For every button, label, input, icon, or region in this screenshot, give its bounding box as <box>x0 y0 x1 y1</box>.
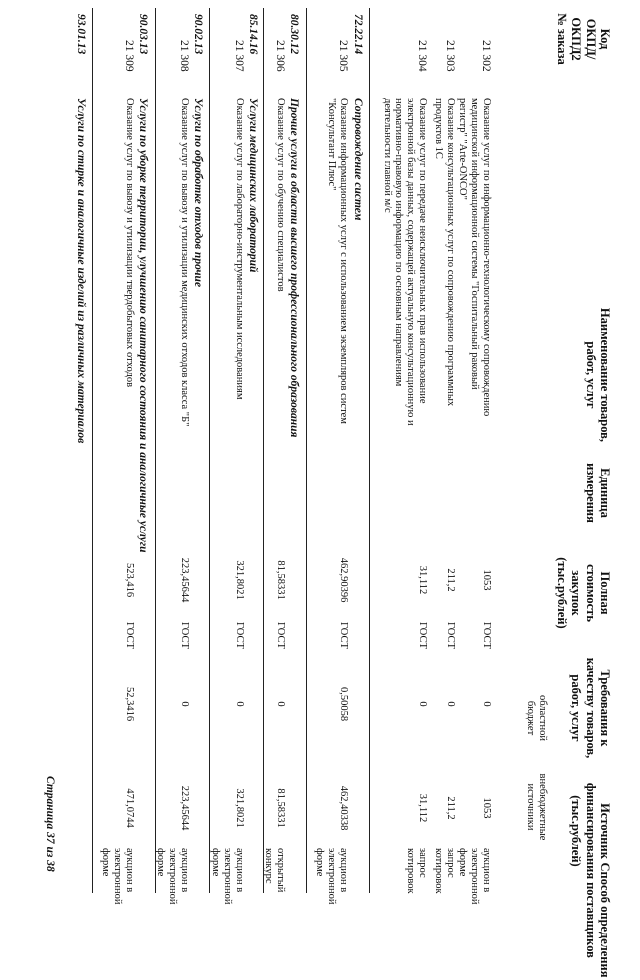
row-funding-regional: 0 <box>275 701 286 707</box>
row-method: аукцион в электронной форме <box>100 848 135 905</box>
row-requirements: ГОСТ <box>445 622 456 649</box>
row-funding-extra: 1053 <box>481 797 492 819</box>
row-funding-extra: 81,58331 <box>275 788 286 828</box>
header-requirements: Требования к качеству товаров, работ, услуг <box>569 657 612 759</box>
group-title: Услуги по стирке и аналогичные изделий из различных материалов <box>75 98 87 444</box>
row-code: 21 306 <box>274 40 286 72</box>
row-method: запрос котировок <box>405 848 428 894</box>
row-funding-regional: 0 <box>481 701 492 707</box>
row-requirements: ГОСТ <box>275 622 286 649</box>
header-name: Наименование товаров, работ, услуг <box>583 307 612 443</box>
group-title: Услуги по уборке территории, улучшению санитарного состояния и аналогичные услуги <box>137 98 149 553</box>
row-total: 321,8021 <box>234 560 245 600</box>
row-method: аукцион в электронной форме <box>155 848 190 905</box>
group-divider <box>306 8 307 893</box>
row-code: 21 307 <box>233 40 245 72</box>
page-number: Страница 37 из 38 <box>44 776 56 872</box>
row-name: Оказание услуг по вывозу и утилизации твердобытовых отходов <box>124 98 135 388</box>
group-title: Прочие услуги в области высшего профессионального образования <box>288 98 300 438</box>
header-funding-extra: внебюджетные источники <box>525 773 548 841</box>
row-total: 211,2 <box>445 568 456 592</box>
group-divider <box>369 8 370 893</box>
header-unit: Единица измерения <box>583 463 612 523</box>
row-total: 31,112 <box>417 565 428 595</box>
row-funding-regional: 0 <box>445 701 456 707</box>
row-funding-regional: 0 <box>417 701 428 707</box>
group-code: 90.02.13 <box>192 14 204 55</box>
row-method: аукцион в электронной форме <box>314 848 349 905</box>
row-name: Оказание услуг по лабораторно-инструментальным исследованиям <box>234 98 245 400</box>
row-total: 462,90396 <box>338 557 349 603</box>
group-code: 85.14.16 <box>247 14 259 55</box>
row-requirements: ГОСТ <box>338 622 349 649</box>
row-funding-regional: 0,50058 <box>338 686 349 722</box>
group-code: 80.30.12 <box>288 14 300 55</box>
row-code: 21 302 <box>480 40 492 72</box>
row-method: запрос котировок <box>433 848 456 894</box>
row-code: 21 309 <box>123 40 135 72</box>
row-name: Оказание услуг по обучению специалистов <box>275 98 286 292</box>
header-method: Способ определения поставщиков <box>583 862 612 978</box>
group-title: Услуги медицинских лабораторий <box>247 98 259 273</box>
row-code: 21 303 <box>444 40 456 72</box>
row-requirements: ГОСТ <box>481 622 492 649</box>
row-code: 21 308 <box>178 40 190 72</box>
row-method: аукцион в электронной форме <box>210 848 245 905</box>
row-funding-extra: 223,45644 <box>179 785 190 831</box>
header-funding: Источник финансирования (тыс.рублей) <box>569 782 612 880</box>
row-funding-regional: 0 <box>234 701 245 707</box>
row-requirements: ГОСТ <box>124 622 135 649</box>
row-name: Оказание услуг по вывозу и утилизации медицинских отходов класса "Б" <box>179 98 190 427</box>
row-requirements: ГОСТ <box>179 622 190 649</box>
group-title: Сопровождение систем <box>352 98 364 221</box>
row-method: аукцион в электронной форме <box>457 848 492 905</box>
row-funding-extra: 211,2 <box>445 796 456 820</box>
row-total: 1053 <box>481 569 492 591</box>
row-requirements: ГОСТ <box>234 622 245 649</box>
group-divider <box>155 8 156 893</box>
row-funding-regional: 52,3416 <box>124 686 135 722</box>
group-code: 93.01.13 <box>75 14 87 55</box>
row-code: 21 305 <box>337 40 349 72</box>
group-divider <box>92 8 93 893</box>
group-divider <box>209 8 210 893</box>
header-total: Полная стоимость закупок (тыс.рублей) <box>554 557 612 629</box>
row-method: открытый конкурс <box>263 848 286 893</box>
group-code: 90.03.13 <box>137 14 149 55</box>
row-funding-extra: 31,112 <box>417 793 428 823</box>
row-code: 21 304 <box>416 40 428 72</box>
row-name: Оказание услуг по информационно-технологическому сопровождению медицинской информационной системы "Госпитальный раковый регистр" "Arte-ONCO" <box>457 98 492 417</box>
row-name: Оказание информационных услуг с использованием экземпляров систем "Консультант Плюс" <box>326 98 349 424</box>
row-total: 223,45644 <box>179 557 190 603</box>
header-code: Код ОКПД/ ОКПД2 № заказа <box>554 13 612 65</box>
row-name: Оказание услуг по передаче неисключительных прав использование электронной базы данных, содержащей актуальную консультационную и нормативно-правовую информацию по основным направлениям деятельности главной м/с <box>381 98 428 426</box>
row-funding-extra: 321,8021 <box>234 788 245 828</box>
group-divider <box>263 8 264 893</box>
row-funding-extra: 471,0744 <box>124 788 135 828</box>
group-code: 72.22.14 <box>352 14 364 55</box>
row-total: 523,416 <box>124 562 135 598</box>
row-total: 81,58331 <box>275 560 286 600</box>
row-name: Оказание консультационных услуг по сопровождению программных продуктов 1С <box>433 98 456 407</box>
group-title: Услуги по обработке отходов прочие <box>192 98 204 288</box>
header-funding-regional: областной бюджет <box>525 695 548 741</box>
row-funding-regional: 0 <box>179 701 190 707</box>
row-funding-extra: 462,40338 <box>338 785 349 831</box>
row-requirements: ГОСТ <box>417 622 428 649</box>
